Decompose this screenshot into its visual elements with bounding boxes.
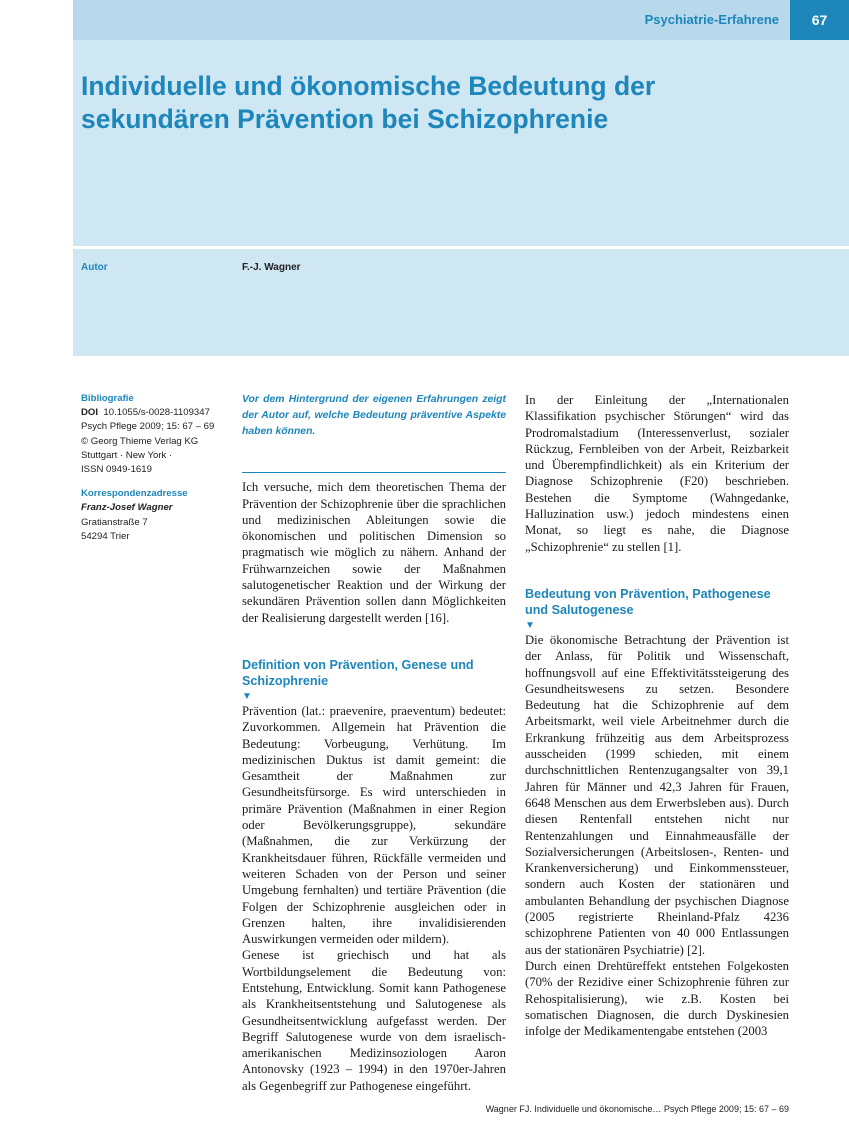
section-label: Psychiatrie-Erfahrene [644, 12, 779, 27]
correspondence-street: Gratianstraße 7 [81, 516, 148, 528]
running-header [73, 0, 849, 40]
doi-line [81, 406, 231, 420]
section-marker-icon: ▼ [242, 690, 252, 702]
doi-value: 10.1055/s-0028-1109347 [103, 407, 210, 419]
publisher-city: Stuttgart · New York · [81, 449, 173, 461]
column-1 [242, 392, 506, 1094]
article-title: Individuelle und ökonomische Bedeutung der sekundären Prävention bei Schizophrenie [81, 71, 656, 134]
doi-label: DOI [81, 407, 99, 419]
correspondence-city: 54294 Trier [81, 530, 130, 542]
section-marker-icon: ▼ [525, 619, 535, 631]
section-2-paragraph-1: Die ökonomische Betrachtung der Prävention ist der Anlass, für Politik und Wissenschaft, hoffnungsvoll auf eine Effektivitätssteigerung des Gesundheitswesens zu setzen. Besondere Bedeutung hat die Schizophrenie auf dem Arbeitsmarkt, weil viele Arbeitnehmer durch die Erkrankung frühzeitig aus dem Arbeitsprozess ausscheiden (1999 schieden, mit einem durchschnittlichen Rentenzugangsalter von 39,1 Jahren für Männer und 42,3 Jahren für Frauen, 6648 Menschen aus dem Erwerbsleben aus). Durch diesen Rentenfall entstehen nicht nur Rentenzahlungen und Einnahmeausfälle der Sozialversicherungen (Arbeitslosen-, Renten- und Krankenversicherung) und Einkommenssteuer, sondern auch Kosten der stationären und ambulanten Behandlung der psychischen Diagnose (2005 registrierte Rheinland-Pfalz 4236 schizophrene Patienten von 40 000 Entlassungen aus der stationären Psychiatrie) [2]. [525, 632, 789, 957]
correspondence-heading: Korrespondenzadresse [81, 488, 188, 500]
page-number: 67 [790, 0, 849, 40]
section-2-paragraph-2: Durch einen Drehtüreffekt entstehen Folgekosten (70% der Rezidive einer Schizophrenie führen zur Rehospitalisierung), wie z.B. Kosten bei somatischen Diagnosen, die durch Dyskinesien infolge der Medikamentengabe entstehen (2003 [525, 958, 789, 1039]
intro-paragraph: Ich versuche, mich dem theoretischen Thema der Prävention der Schizophrenie über die sprachlichen und medizinischen Ableitungen sowie die ökonomischen und politischen Dimension so pragmatisch wie möglich zu nähern. Anhand der Frühwarnzeichen sowie der Maßnahmen salutogenetischer Reaktion und der Wirkung der sekundären Prävention sollen dann Möglichkeiten der Realisierung dargestellt werden [16]. [242, 480, 506, 625]
abstract: Vor dem Hintergrund der eigenen Erfahrungen zeigt der Autor auf, welche Bedeutung präventive Aspekte haben können. [242, 394, 506, 438]
issn: ISSN 0949-1619 [81, 464, 152, 476]
column-2 [525, 392, 789, 1039]
section-1-paragraph-3: In der Einleitung der „Internationalen Klassifikation psychischer Störungen“ wird das Prodromalstadium (Interessenverlust, sozialer Rückzug, Fernbleiben von der Arbeit, Reizbarkeit und Überempfindlichkeit) als ein Kriterium der Diagnose Schizophrenie (F20) beschrieben. Bestehen die Symptome (Wahngedanke, Halluzination usw.) jedoch mindestens einen Monat, so liegt es nahe, die Diagnose „Schizophrenie“ zu stellen [1]. [525, 393, 789, 554]
correspondence-name: Franz-Josef Wagner [81, 502, 173, 514]
bibliografie-heading: Bibliografie [81, 393, 134, 404]
section-1-paragraph-2: Genese ist griechisch und hat als Wortbildungselement die Bedeutung von: Entstehung, Entwicklung. Somit kann Pathogenese als Krankheitsentstehung und Salutogenese als Gesundheitsentwicklung aufgefasst werden. Der Begriff Salutogenese wurde von dem israelisch-amerikanischen Medizinsoziologen Aaron Antonovsky (1923 – 1994) in den 1970er-Jahren als Gegenbegriff zur Pathogenese eingeführt. [242, 948, 506, 1093]
copyright: © Georg Thieme Verlag KG [81, 435, 199, 447]
footer-citation: Wagner FJ. Individuelle und ökonomische… Psych Pflege 2009; 15: 67 – 69 [485, 1104, 789, 1114]
author-label: Autor [81, 262, 108, 273]
citation: Psych Pflege 2009; 15: 67 – 69 [81, 421, 215, 433]
author-name: F.-J. Wagner [242, 262, 301, 273]
section-2-heading: Bedeutung von Prävention, Pathogenese und Salutogenese [525, 586, 771, 618]
sidebar [81, 392, 231, 544]
author-band [73, 249, 849, 356]
abstract-divider [242, 472, 506, 473]
section-1-heading: Definition von Prävention, Genese und Schizophrenie [242, 657, 474, 689]
section-1-paragraph-1: Prävention (lat.: praevenire, praeventum) bedeutet: Zuvorkommen. Allgemein hat Prävention die Bedeutung: Vorbeugung, Verhütung. Im medizinischen Duktus ist damit gemeint: die Gesamtheit der Maßnahmen zur Gesundheitsfürsorge. Es wird unterschieden in primäre Prävention (Maßnahmen in einer Region oder Bevölkerungsgruppe), sekundäre (Maßnahmen, die zur Verkürzung der Krankheitsdauer führen, Rückfälle vermeiden und weiteren Schaden von der Person und seiner Umgebung fernhalten) und tertiäre Prävention (die Folgen der Schizophrenie ausgleichen oder in Grenzen halten, ihre invalidisierenden Auswirkungen vermeiden oder mildern). [242, 703, 506, 947]
